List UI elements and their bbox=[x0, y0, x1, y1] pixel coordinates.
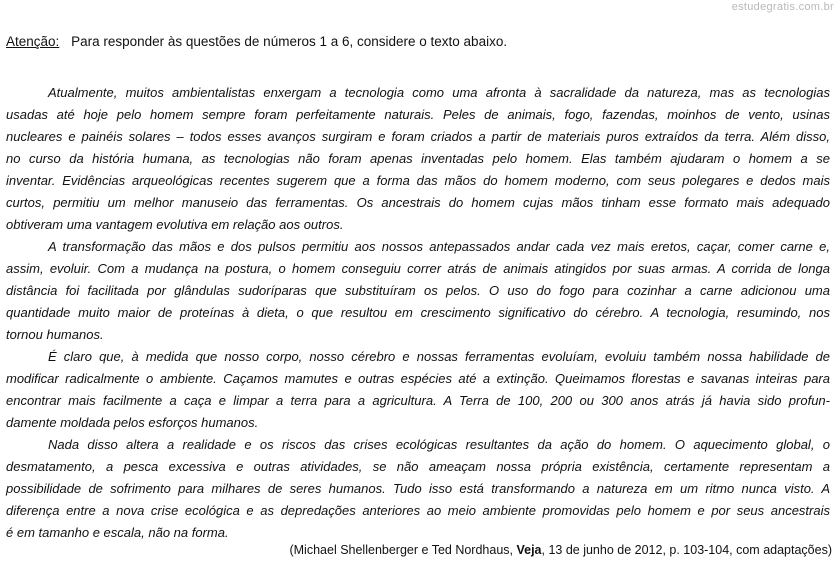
text-line: distância foi facilitada por glândulas sudoríparas que substituíram os pelos. O uso do fogo para cozinhar a carne adicionou uma bbox=[6, 283, 830, 298]
citation-details: , 13 de junho de 2012, p. 103-104, com adaptações) bbox=[541, 543, 832, 557]
text-line: desmatamento, a pesca excessiva e outras atividades, se não ameaçam nossa própria existência, certamente representam a bbox=[6, 459, 830, 474]
text-line: É claro que, à medida que nosso corpo, nosso cérebro e nossas ferramentas evoluíam, evoluiu também nossa habilidade de bbox=[48, 349, 830, 364]
text-line: A transformação das mãos e dos pulsos permitiu aos nossos antepassados andar cada vez mais eretos, caçar, comer carne e, bbox=[48, 239, 830, 254]
text-line: quantidade muito maior de proteínas à dieta, o que resultou em crescimento significativo do cérebro. A tecnologia, resumindo, nos bbox=[6, 305, 830, 320]
text-line: usadas até hoje pelo homem sempre foram perfeitamente naturais. Peles de animais, fogo, fazendas, moinhos de vento, usinas bbox=[6, 107, 830, 122]
text-line: Nada disso altera a realidade e os riscos das crises ecológicas resultantes da ação do homem. O aquecimento global, o bbox=[48, 437, 830, 452]
text-line: nucleares e painéis solares – todos esses avanços surgiram e foram criados a partir de materiais puros extraídos da terra. Além disso, bbox=[6, 129, 830, 144]
citation bbox=[289, 543, 832, 557]
text-line: encontrar mais facilmente a caça e limpar a terra para a agricultura. A Terra de 100, 200 ou 300 anos atrás já havia sido profun- bbox=[6, 393, 830, 408]
attention-label: Atenção: bbox=[6, 34, 60, 49]
article-text bbox=[6, 82, 830, 544]
text-line: tornou humanos. bbox=[6, 327, 104, 342]
citation-authors: (Michael Shellenberger e Ted Nordhaus, bbox=[289, 543, 517, 557]
paragraph bbox=[6, 236, 830, 346]
text-line: é em tamanho e escala, não na forma. bbox=[6, 525, 229, 540]
paragraph bbox=[6, 434, 830, 544]
text-line: damente moldada pelos esforços humanos. bbox=[6, 415, 259, 430]
text-line: diferença entre a nova crise ecológica e as depredações anteriores ao meio ambiente promovidas pelo homem e por seus ancestrais bbox=[6, 503, 830, 518]
watermark: estudegratis.com.br bbox=[731, 1, 834, 13]
text-line: curtos, permitiu um melhor manuseio das ferramentas. Os ancestrais do homem cujas mãos tinham esse formato mais adequado bbox=[6, 195, 830, 210]
text-line: assim, evoluir. Com a mudança na postura, o homem conseguiu correr atrás de animais atingidos por suas armas. A corrida de longa bbox=[6, 261, 830, 276]
paragraph bbox=[6, 346, 830, 434]
attention-text: Para responder às questões de números 1 a 6, considere o texto abaixo. bbox=[71, 34, 508, 49]
attention-note bbox=[6, 34, 507, 49]
citation-source: Veja bbox=[516, 543, 542, 557]
text-line: Atualmente, muitos ambientalistas enxergam a tecnologia como uma afronta à sacralidade da natureza, mas as tecnologias bbox=[48, 85, 830, 100]
text-line: inventar. Evidências arqueológicas recentes sugerem que a forma das mãos do homem moderno, com seus polegares e dedos mais bbox=[6, 173, 830, 188]
text-line: modificar radicalmente o ambiente. Caçamos mamutes e outras espécies até a extinção. Queimamos florestas e savanas inteiras para bbox=[6, 371, 830, 386]
text-line: no curso da história humana, as tecnologias não foram apenas inventadas pelo homem. Elas também ajudaram o homem a se bbox=[6, 151, 830, 166]
text-line: obtiveram uma vantagem evolutiva em relação aos outros. bbox=[6, 217, 344, 232]
paragraph bbox=[6, 82, 830, 236]
text-line: possibilidade de sofrimento para milhares de seres humanos. Tudo isso está transformando a natureza em um ritmo nunca visto. A bbox=[6, 481, 830, 496]
